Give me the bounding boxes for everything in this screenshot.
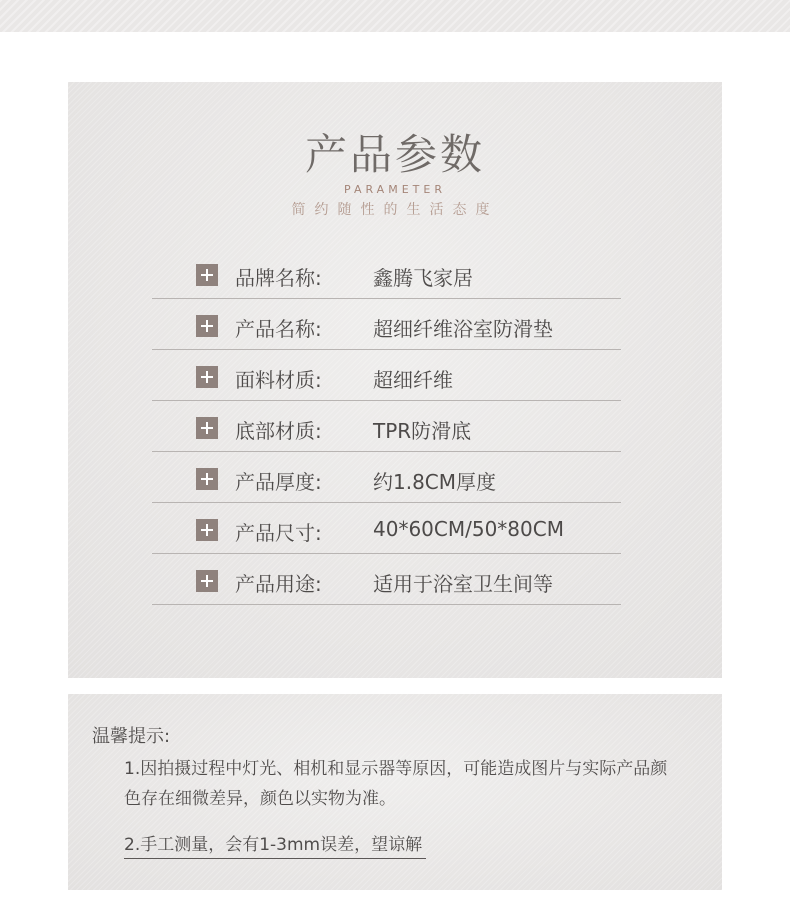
plus-icon [196, 570, 218, 592]
section-subtitle-chinese: 简约随性的生活态度 [291, 202, 499, 218]
plus-icon [196, 417, 218, 439]
parameter-label: 产品尺寸: [235, 521, 322, 545]
parameter-value: 超细纤维 [373, 368, 453, 392]
note-item-1: 1.因拍摄过程中灯光、相机和显示器等原因，可能造成图片与实际产品颜色存在细微差异，颜色以实物为准。 [124, 759, 668, 809]
plus-icon [196, 519, 218, 541]
plus-icon [196, 315, 218, 337]
section-subtitle-english: PARAMETER [344, 183, 446, 196]
parameter-row-thickness [152, 452, 621, 503]
parameter-value: 适用于浴室卫生间等 [373, 572, 553, 596]
parameter-row-usage [152, 554, 621, 605]
parameter-label: 底部材质: [235, 419, 322, 443]
parameter-label: 产品用途: [235, 572, 322, 596]
parameter-value: 约1.8CM厚度 [373, 470, 497, 494]
parameter-label: 产品名称: [235, 317, 322, 341]
parameter-label: 面料材质: [235, 368, 322, 392]
parameter-label: 产品厚度: [235, 470, 322, 494]
parameter-list [152, 248, 621, 605]
top-decorative-strip [0, 0, 790, 32]
parameter-value: 40*60CM/50*80CM [373, 517, 564, 541]
plus-icon [196, 264, 218, 286]
parameter-row-fabric [152, 350, 621, 401]
parameter-value: 超细纤维浴室防滑垫 [373, 317, 553, 341]
plus-icon [196, 468, 218, 490]
parameter-value: TPR防滑底 [373, 419, 472, 443]
notes-panel [68, 694, 722, 890]
parameter-label: 品牌名称: [235, 266, 322, 290]
note-item-2: 2.手工测量，会有1-3mm误差，望谅解 [124, 832, 426, 859]
parameter-row-bottom-material [152, 401, 621, 452]
notes-heading: 温馨提示: [92, 726, 171, 747]
parameter-row-brand [152, 248, 621, 299]
parameter-row-product-name [152, 299, 621, 350]
parameter-row-size [152, 503, 621, 554]
plus-icon [196, 366, 218, 388]
product-parameters-panel [68, 82, 722, 678]
parameter-value: 鑫腾飞家居 [373, 266, 473, 290]
section-title: 产品参数 [304, 130, 485, 179]
